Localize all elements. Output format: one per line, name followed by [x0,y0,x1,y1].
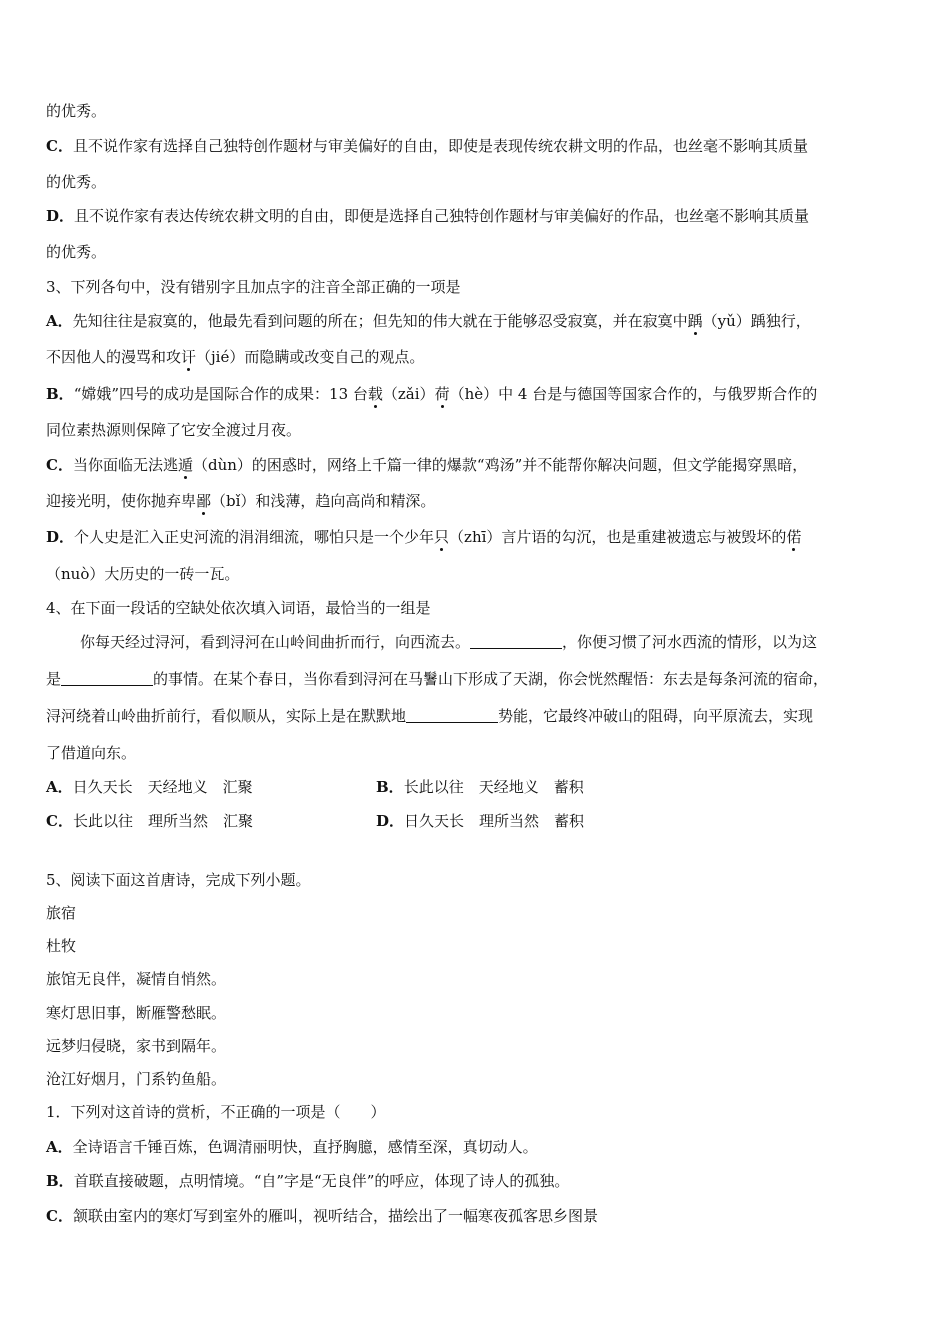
text-line: 的优秀。 [46,173,107,191]
q4-passage-line: 浔河绕着山岭曲折前行，看似顺从，实际上是在默默地 势能，它最终冲破山的阻碍，向平原流去，实现 [46,707,814,725]
poem-verse: 寒灯思旧事，断雁警愁眠。 [46,1004,227,1022]
text-line: 不因他人的漫骂和攻讦（jié）而隐瞒或改变自己的观点。 [46,348,425,366]
q4-option-a: A．日久天长 天经地义 汇聚 [46,778,253,796]
poem-verse: 沧江好烟月，门系钓鱼船。 [46,1070,227,1088]
q3-option-d: D．个人史是汇入正史河流的涓涓细流，哪怕只是一个少年只（zhī）言片语的勾沉，也是重建被遗忘与被毁坏的偌 [46,528,802,546]
q4-option-c: C．长此以往 理所当然 汇聚 [46,812,253,830]
fill-blank [406,708,498,723]
text-line: 迎接光明，使你抛弃卑鄙（bǐ）和浅薄，趋向高尚和精深。 [46,492,436,510]
poem-author: 杜牧 [46,937,77,955]
question-3-stem: 3、下列各句中，没有错别字且加点字的注音全部正确的一项是 [46,278,461,296]
text-line: （nuò）大历史的一砖一瓦。 [46,565,240,583]
q5-option-c: C．颔联由室内的寒灯写到室外的雁叫，视听结合，描绘出了一幅寒夜孤客思乡图景 [46,1207,598,1225]
sub-question-1: 1．下列对这首诗的赏析，不正确的一项是（ ） [46,1103,386,1121]
q4-option-d: D．日久天长 理所当然 蓄积 [376,812,585,830]
q3-option-c: C．当你面临无法逃遁（dùn）的困惑时，网络上千篇一律的爆款“鸡汤”并不能帮你解决问题，但文学能揭穿黑暗， [46,456,808,474]
fill-blank [470,634,562,649]
q5-option-b: B．首联直接破题，点明情境。“自”字是“无良伴”的呼应，体现了诗人的孤独。 [46,1172,570,1190]
q3-option-b: B．“嫦娥”四号的成功是国际合作的成果：13 台载（zǎi）荷（hè）中 4 台是与德国等国家合作的，与俄罗斯合作的 [46,385,818,403]
q4-passage-line: 了借道向东。 [46,744,137,762]
poem-verse: 远梦归侵晓，家书到隔年。 [46,1037,227,1055]
poem-verse: 旅馆无良伴，凝情自悄然。 [46,970,227,988]
option-d-line: D．且不说作家有表达传统农耕文明的自由，即便是选择自己独特创作题材与审美偏好的作品，也丝毫不影响其质量 [46,207,810,225]
q3-option-a: A．先知往往是寂寞的，他最先看到问题的所在；但先知的伟大就在于能够忍受寂寞，并在寂寞中踽（yǔ）踽独行， [46,312,811,330]
option-label: D． [46,207,75,225]
text-line: 的优秀。 [46,243,107,261]
option-c-line: C．且不说作家有选择自己独特创作题材与审美偏好的自由，即使是表现传统农耕文明的作品，也丝毫不影响其质量 [46,137,808,155]
q4-option-b: B．长此以往 天经地义 蓄积 [376,778,584,796]
text-line: 的优秀。 [46,102,107,120]
q5-option-a: A．全诗语言千锤百炼，色调清丽明快，直抒胸臆，感情至深，真切动人。 [46,1138,538,1156]
fill-blank [61,671,153,686]
text-line: 同位素热源则保障了它安全渡过月夜。 [46,421,302,439]
question-5-stem: 5、阅读下面这首唐诗，完成下列小题。 [46,871,311,889]
q4-passage-line: 是 的事情。在某个春日，当你看到浔河在马鬐山下形成了天湖，你会恍然醒悟：东去是每条河流的宿命， [46,670,829,688]
q4-passage-line: 你每天经过浔河，看到浔河在山岭间曲折而行，向西流去。 ，你便习惯了河水西流的情形，以为这 [80,633,818,651]
question-4-stem: 4、在下面一段话的空缺处依次填入词语，最恰当的一组是 [46,599,431,617]
poem-title: 旅宿 [46,904,77,922]
option-label: C． [46,137,73,155]
